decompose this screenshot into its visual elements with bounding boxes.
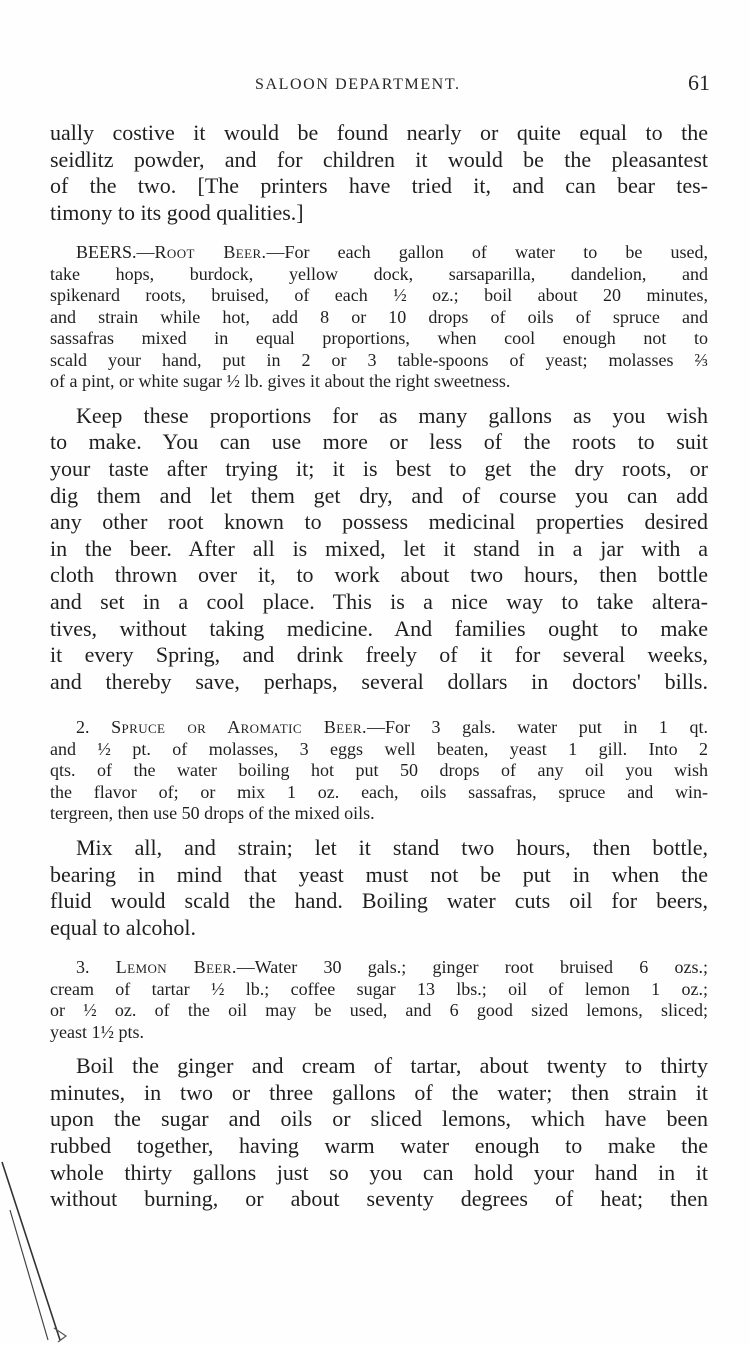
recipe-first-line [50, 717, 708, 739]
text-line: ually costive it would be found nearly or quite equal to the [50, 120, 708, 145]
page-body [50, 120, 708, 1213]
text-line: Mix all, and strain; let it stand two hours, then bottle, [76, 834, 708, 860]
text-line: sassafras mixed in equal proportions, when cool enough not to [50, 328, 708, 349]
text-line: and strain while hot, add 8 or 10 drops of oils of spruce and [50, 306, 708, 327]
text-fragment: —For 3 gals. water put in 1 qt. [366, 717, 708, 738]
recipe-number: 2. [76, 717, 90, 738]
recipe-title: Lemon Beer. [115, 957, 237, 978]
page-header [50, 70, 710, 100]
spruce-beer-recipe [50, 717, 708, 825]
keep-paragraph [50, 403, 708, 696]
text-line: equal to alcohol. [50, 914, 197, 940]
text-line: cloth thrown over it, to work about two hours, then bottle [50, 562, 708, 588]
mix-paragraph [50, 835, 708, 941]
scan-artifact [0, 1160, 90, 1345]
text-line: your taste after trying it; it is best to get the dry roots, or [50, 456, 708, 482]
recipe-first-line [50, 957, 708, 979]
text-line: it every Spring, and drink freely of it for several weeks, [50, 642, 708, 668]
running-head: SALOON DEPARTMENT. [255, 76, 461, 93]
text-line: spikenard roots, bruised, of each ½ oz.; boil about 20 minutes, [50, 285, 708, 306]
section-heading: BEERS. [76, 242, 137, 263]
text-line: yeast 1½ pts. [50, 1021, 144, 1042]
text-line: Boil the ginger and cream of tartar, about twenty to thirty [76, 1053, 708, 1079]
text-line: without burning, or about seventy degrees of heat; then [50, 1186, 708, 1212]
text-line: Keep these proportions for as many gallons as you wish [76, 402, 708, 428]
text-line: and thereby save, perhaps, several dollars in doctors' bills. [50, 668, 708, 694]
root-beer-recipe [50, 242, 708, 393]
text-line: scald your hand, put in 2 or 3 table-spoons of yeast; molasses ⅔ [50, 349, 708, 370]
text-line: the flavor of; or mix 1 oz. each, oils sassafras, spruce and win- [50, 781, 708, 802]
text-line: whole thirty gallons just so you can hold your hand in it [50, 1159, 708, 1185]
text-line: to make. You can use more or less of the roots to suit [50, 429, 708, 455]
text-fragment: —Water 30 gals.; ginger root bruised 6 ozs.; [236, 957, 708, 978]
text-line: qts. of the water boiling hot put 50 drops of any oil you wish [50, 760, 708, 781]
recipe-first-line: BEERS.—Root Beer.—For each gallon of water to be used, [76, 242, 708, 263]
text-fragment: —For each gallon of water to be used, [266, 242, 708, 263]
text-line: of the two. [The printers have tried it, and can bear tes- [50, 173, 708, 199]
text-line: timony to its good qualities.] [50, 199, 304, 225]
text-line: or ½ oz. of the oil may be used, and 6 good sized lemons, sliced; [50, 1000, 708, 1021]
boil-paragraph [50, 1053, 708, 1213]
recipe-number: 3. [76, 957, 90, 978]
text-line: take hops, burdock, yellow dock, sarsaparilla, dandelion, and [50, 263, 708, 284]
text-line: any other root known to possess medicinal properties desired [50, 509, 708, 535]
text-line: fluid would scald the hand. Boiling water cuts oil for beers, [50, 888, 708, 914]
text-line: tives, without taking medicine. And families ought to make [50, 615, 708, 641]
lemon-beer-recipe [50, 957, 708, 1043]
text-line: cream of tartar ½ lb.; coffee sugar 13 lbs.; oil of lemon 1 oz.; [50, 978, 708, 999]
text-line: in the beer. After all is mixed, let it stand in a jar with a [50, 535, 708, 561]
text-line: upon the sugar and oils or sliced lemons, which have been [50, 1106, 708, 1132]
text-line: bearing in mind that yeast must not be put in when the [50, 861, 708, 887]
text-line: dig them and let them get dry, and of course you can add [50, 482, 708, 508]
text-line: tergreen, then use 50 drops of the mixed oils. [50, 803, 375, 824]
text-line: of a pint, or white sugar ½ lb. gives it about the right sweetness. [50, 371, 511, 392]
text-line: and set in a cool place. This is a nice way to take altera- [50, 589, 708, 615]
recipe-title: Root Beer. [154, 242, 267, 263]
text-line: and ½ pt. of molasses, 3 eggs well beaten, yeast 1 gill. Into 2 [50, 738, 708, 759]
text-line: minutes, in two or three gallons of the water; then strain it [50, 1079, 708, 1105]
page-number: 61 [688, 70, 710, 95]
text-line: seidlitz powder, and for children it would be the pleasantest [50, 146, 708, 172]
intro-paragraph [50, 120, 708, 226]
recipe-title: Spruce or Aromatic Beer. [111, 717, 367, 738]
text-line: rubbed together, having warm water enough to make the [50, 1133, 708, 1159]
